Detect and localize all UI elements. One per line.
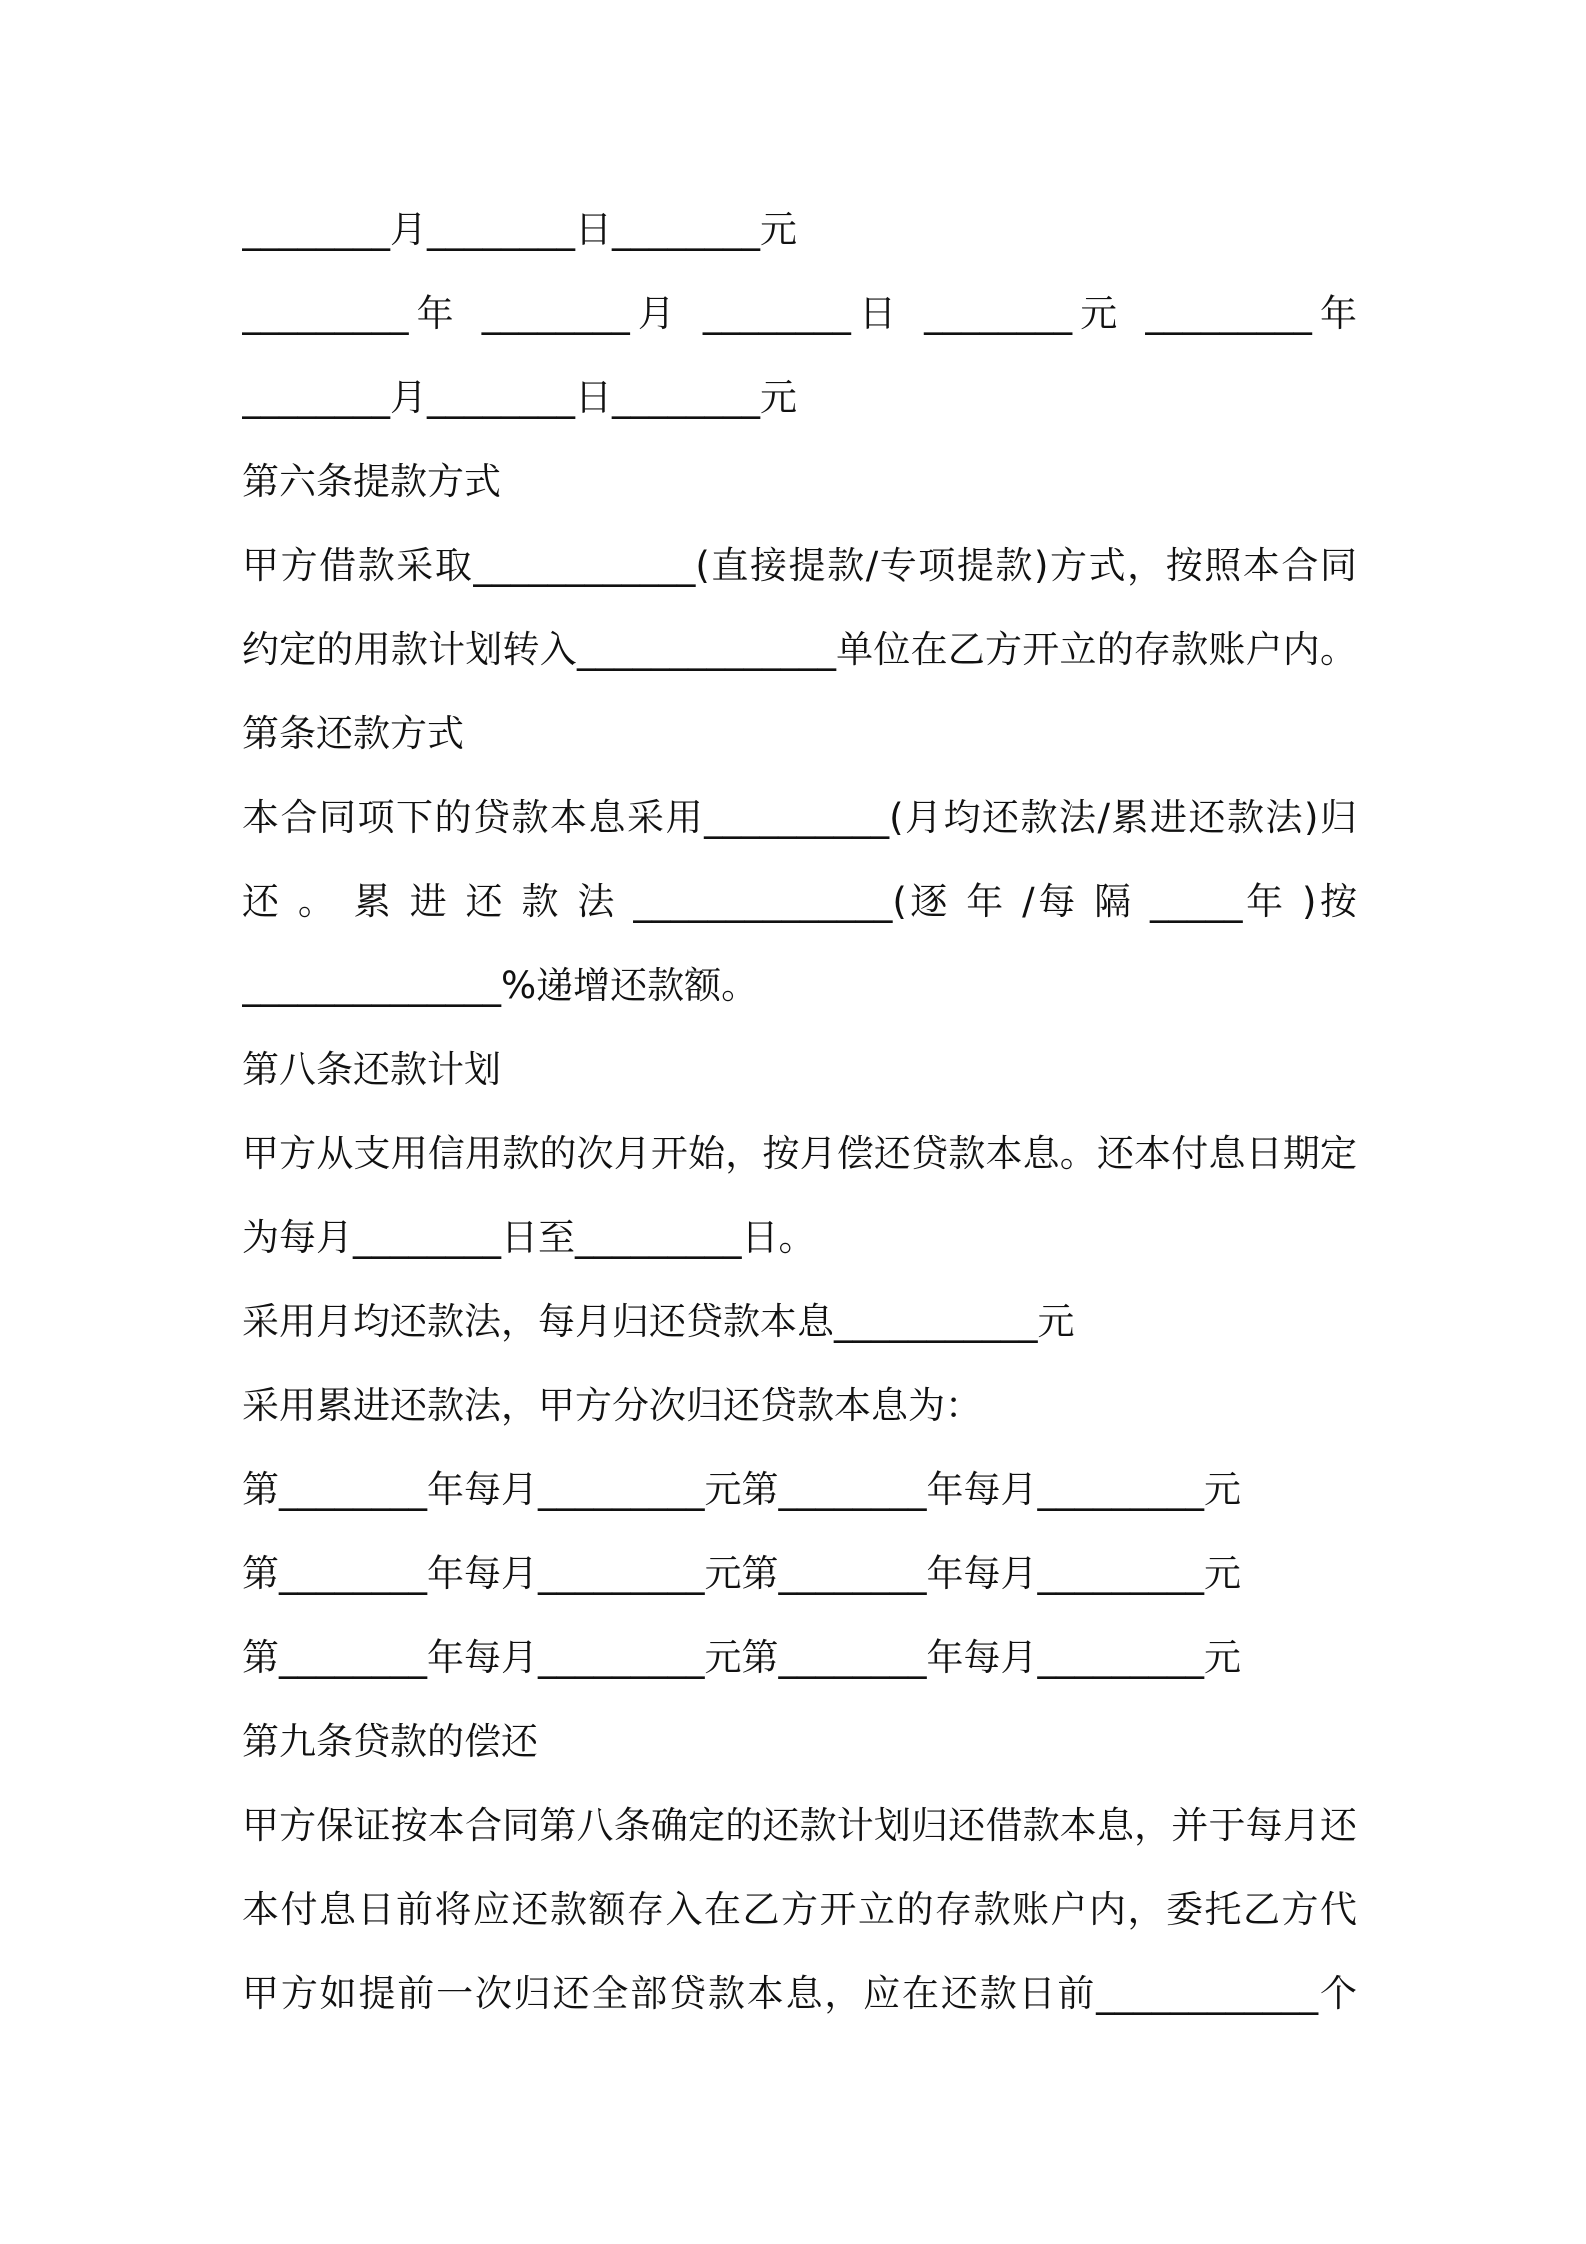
article-heading-6: 第六条提款方式 xyxy=(242,460,501,503)
paragraph-line: 甲方保证按本合同第八条确定的还款计划归还借款本息，并于每月还 xyxy=(242,1804,1357,1847)
text-line-date-1: ________月________日________元 xyxy=(242,208,797,251)
paragraph-line: 本付息日前将应还款额存入在乙方开立的存款账户内，委托乙方代 xyxy=(242,1888,1357,1931)
paragraph-line: 约定的用款计划转入______________单位在乙方开立的存款账户内。 xyxy=(242,628,1357,671)
paragraph-line: 甲方从支用信用款的次月开始，按月偿还贷款本息。还本付息日期定 xyxy=(242,1132,1357,1175)
paragraph-line: 甲方如提前一次归还全部贷款本息，应在还款日前____________个 xyxy=(242,1972,1357,2015)
paragraph-line: 为每月________日至_________日。 xyxy=(242,1216,816,1259)
schedule-line: 第________年每月_________元第________年每月_________元 xyxy=(242,1552,1241,1595)
schedule-line: 第________年每月_________元第________年每月_________元 xyxy=(242,1636,1241,1679)
paragraph-line: 本合同项下的贷款本息采用__________(月均还款法/累进还款法)归 xyxy=(242,796,1357,839)
paragraph-line: 采用累进还款法，甲方分次归还贷款本息为： xyxy=(242,1384,982,1427)
paragraph-line: 还 。 累 进 还 款 法 ______________(逐 年 /每 隔 _____年 )按 xyxy=(242,880,1357,923)
text-line-date-3: ________月________日________元 xyxy=(242,376,797,419)
article-heading-7: 第条还款方式 xyxy=(242,712,464,755)
paragraph-line: ______________%递增还款额。 xyxy=(242,964,759,1007)
paragraph-line: 甲方借款采取____________(直接提款/专项提款)方式，按照本合同 xyxy=(242,544,1357,587)
schedule-line: 第________年每月_________元第________年每月_________元 xyxy=(242,1468,1241,1511)
article-heading-8: 第八条还款计划 xyxy=(242,1048,501,1091)
article-heading-9: 第九条贷款的偿还 xyxy=(242,1720,538,1763)
text-line-date-2: _________年 ________月 ________日 ________元 _________年 xyxy=(242,292,1357,335)
paragraph-line: 采用月均还款法，每月归还贷款本息___________元 xyxy=(242,1300,1075,1343)
